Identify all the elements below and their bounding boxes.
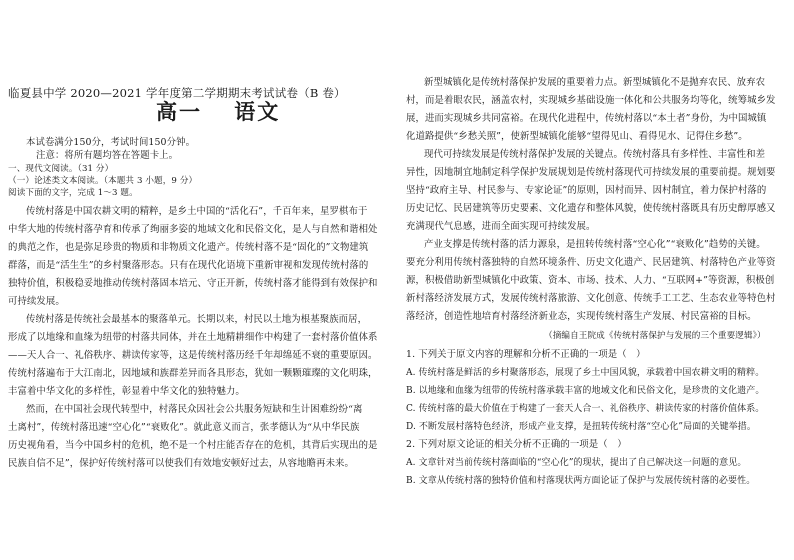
passage-line: 新村落经济发展方式，发展传统村落旅游、文化创意、传统手工工艺、生态农业等特色村 bbox=[406, 293, 776, 304]
passage-line: 丰富着中华文化的多样性，彰显着中华文化的独特魅力。 bbox=[8, 386, 245, 397]
subject-heading: 高一 语文 bbox=[156, 99, 281, 124]
answer-option: B. 以地缘和血缘为纽带的传统村落承载丰富的地域文化和民俗文化，是珍贵的文化遗产。 bbox=[406, 386, 765, 396]
passage-line: 要充分利用传统村落独特的自然环境条件、历史文化遗产、民居建筑、村落特色产业等资 bbox=[406, 257, 776, 268]
section-prompt: 阅读下面的文字，完成 1～3 题。 bbox=[8, 188, 138, 198]
section-heading: 一、现代文阅读。（31 分） bbox=[8, 164, 114, 174]
passage-line: 独特价值，积极稳妥地推动传统村落固本培元、守正开新，传统村落才能得到有效保护和 bbox=[8, 278, 378, 289]
passage-line: 展，进而实现城乡共同富裕。在现代化进程中，传统村落以“本土者”身份，为中国城镇 bbox=[406, 113, 767, 124]
question-stem: 1. 下列关于原文内容的理解和分析不正确的一项是（ ） bbox=[406, 349, 646, 360]
passage-line: 然而，在中国社会现代转型中，村落民众因社会公共服务短缺和生计困难纷纷“离 bbox=[26, 404, 363, 415]
instruction-line: 注意：将所有题均答在答题卡上。 bbox=[36, 150, 179, 161]
answer-option: C. 传统村落的最大价值在于构建了一套天人合一、礼俗秩序、耕读传家的村落价值体系。 bbox=[406, 404, 765, 414]
passage-line: 历史视角看，当今中国乡村的危机，绝不是一个村庄能否存在的危机，其背后实现出的是 bbox=[8, 440, 378, 451]
passage-line: 土离村”，传统村落迅速“空心化”“衰败化”。就此意义而言，张孝德认为“从中华民族 bbox=[8, 422, 360, 433]
passage-line: 传统村落遍布于大江南北，因地域和族群差异而各具形态，犹如一颗颗璀璨的文化明珠， bbox=[8, 368, 378, 379]
question-stem: 2. 下列对原文论证的相关分析不正确的一项是（ ） bbox=[406, 439, 627, 450]
passage-line: 民族自信不足”，保护好传统村落可以使我们有效地安顿好过去，从容地瞻再未来。 bbox=[8, 458, 354, 469]
passage-line: 形成了以地缘和血缘为纽带的村落共同体，并在土地精耕细作中构建了一套村落价值体系 bbox=[8, 332, 378, 343]
passage-line: 化道路提供“乡愁关照”，使新型城镇化能够“望得见山、看得见水、记得住乡愁”。 bbox=[406, 131, 748, 142]
passage-line: 的典范之作，也是弥足珍贵的物质和非物质文化遗产。传统村落不是“固化的”文物建筑 bbox=[8, 242, 369, 253]
answer-option: B. 文章从传统村落的独特价值和村落现状两方面论证了保护与发展传统村落的必要性。 bbox=[406, 476, 756, 486]
passage-line: 传统村落是传统社会最基本的聚落单元。长期以来，村民以土地为根基聚族而居， bbox=[26, 314, 368, 325]
passage-line: 落经济，创造性地培育村落经济新业态，实现传统村落生产发展、村民富裕的目标。 bbox=[406, 311, 757, 322]
passage-line: 源，积极借助新型城镇化中政策、资本、市场、技术、人力、“互联网+”等资源，积极创 bbox=[406, 275, 775, 286]
passage-line: 历史记忆、民居建筑等历史要素、文化遗存和整体风貌，使传统村落既具有历史醇厚感又 bbox=[406, 203, 776, 214]
passage-line: 传统村落是中国农耕文明的精粹，是乡土中国的“活化石”，千百年来，星罗棋布于 bbox=[26, 206, 368, 217]
passage-line: 坚持“政府主导、村民参与、专家论证”的原则，因村而异、因村制宜，着力保护村落的 bbox=[406, 185, 767, 196]
passage-line: 可持续发展。 bbox=[8, 296, 65, 307]
passage-line: 新型城镇化是传统村落保护发展的重要着力点。新型城镇化不是抛弃农民、放弃农 bbox=[424, 77, 766, 88]
exam-title: 临夏县中学 2020—2021 学年度第二学期期末考试试卷（B 卷） bbox=[8, 86, 346, 100]
instruction-line: 本试卷满分150分，考试时间150分钟。 bbox=[26, 137, 196, 148]
answer-option: D. 不断发展村落特色经济，形成产业支撑，是扭转传统村落“空心化”局面的关键举措。 bbox=[406, 422, 756, 432]
answer-option: A. 传统村落是鲜活的乡村聚落形态，展现了乡土中国风貌，承载着中国农耕文明的精粹。 bbox=[406, 368, 765, 378]
passage-line: 现代可持续发展是传统村落保护发展的关键点。传统村落具有多样性、丰富性和差 bbox=[424, 149, 766, 160]
source-citation: （摘编自王院成《传统村落保护与发展的三个重要逻辑》） bbox=[544, 331, 766, 341]
passage-line: 异性，因地制宜地制定科学保护发展规划是传统村落现代可持续发展的重要前提。规划要 bbox=[406, 167, 776, 178]
section-subheading: （一）论述类文本阅读。（本题共 3 小题，9 分） bbox=[8, 176, 198, 186]
passage-line: 群落，而是“活生生”的乡村聚落形态。只有在现代化语境下重新审视和发现传统村落的 bbox=[8, 260, 369, 271]
passage-line: 中华大地的传统村落孕育和传承了绚丽多姿的地域文化和民俗文化，是人与自然和谐相处 bbox=[8, 224, 378, 235]
passage-line: 充满现代气息感，进而全面实现可持续发展。 bbox=[406, 221, 596, 232]
passage-line: ——天人合一、礼俗秩序、耕读传家等，这是传统村落历经千年却绵延不衰的重要原因。 bbox=[8, 350, 378, 361]
passage-line: 产业支撑是传统村落的活力源泉，是扭转传统村落“空心化”“衰败化”趋势的关键。 bbox=[424, 239, 766, 250]
passage-line: 村，而是着眼农民，涵盖农村，实现城乡基础设施一体化和公共服务均等化，统筹城乡发 bbox=[406, 95, 776, 106]
answer-option: A. 文章针对当前传统村落面临的“空心化”的现状，提出了自己解决这一问题的意见。 bbox=[406, 458, 747, 468]
